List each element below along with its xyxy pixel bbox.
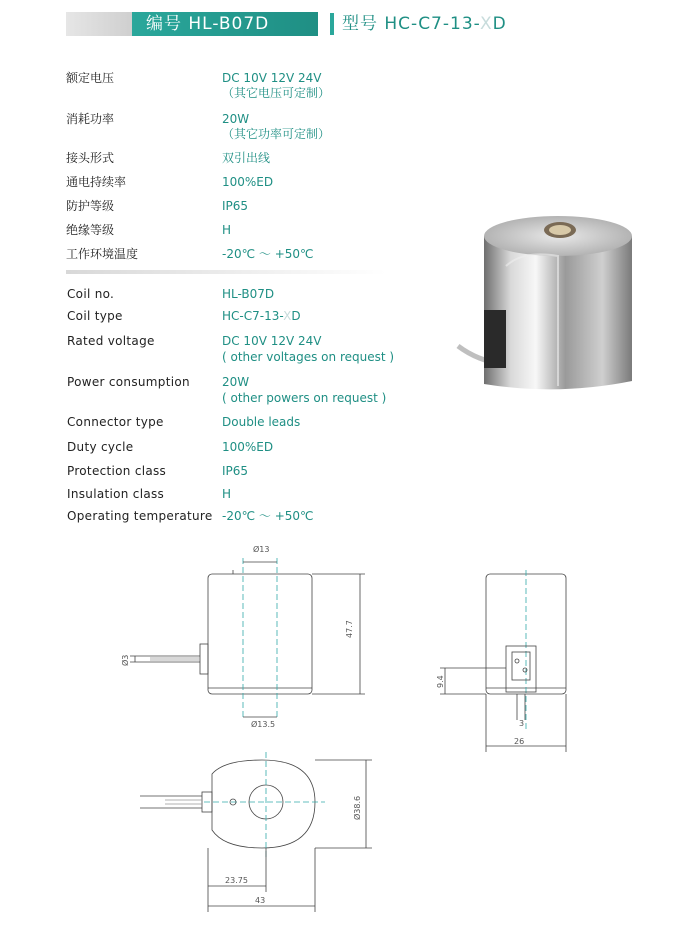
cn-value-temperature: -20℃ ～ +50℃: [222, 247, 314, 261]
en-value-temperature: -20℃ ～ +50℃: [222, 509, 314, 523]
en-value-rated-voltage: DC 10V 12V 24V: [222, 334, 322, 348]
en-label-duty-cycle: Duty cycle: [67, 440, 134, 454]
en-label-coil-no: Coil no.: [67, 287, 115, 301]
en-label-insulation: Insulation class: [67, 487, 165, 501]
cn-label-duty-cycle: 通电持续率: [66, 175, 127, 189]
en-label-rated-voltage: Rated voltage: [67, 334, 155, 348]
dim-w26: 26: [514, 737, 525, 746]
coil-code-text: 编号 HL-B07D: [146, 14, 270, 34]
coil-code-banner: [132, 12, 318, 36]
en-value-coil-no: HL-B07D: [222, 287, 275, 301]
en-value-protection: IP65: [222, 464, 249, 478]
en-note-power: ( other powers on request ): [222, 391, 387, 405]
en-value-connector: Double leads: [222, 415, 301, 429]
front-view: [130, 558, 365, 720]
coil-product-photo: [448, 206, 648, 406]
coil-type-prefix: 型号 HC-C7-13-: [342, 14, 480, 34]
technical-drawings: [0, 530, 700, 928]
cn-label-power: 消耗功率: [66, 112, 115, 126]
cn-value-power: 20W: [222, 112, 250, 126]
header-divider-bar: [330, 13, 334, 35]
dim-w43: 43: [255, 896, 266, 905]
en-coil-type-suffix: D: [291, 309, 301, 323]
dim-d3: Ø3: [121, 654, 130, 666]
top-view: [140, 752, 372, 912]
dim-h47-7: 47.7: [345, 620, 354, 638]
coil-type-suffix: D: [492, 14, 507, 34]
cn-value-rated-voltage: DC 10V 12V 24V: [222, 71, 322, 85]
en-label-power: Power consumption: [67, 375, 190, 389]
dim-d13-5: Ø13.5: [251, 720, 276, 729]
en-value-insulation: H: [222, 487, 232, 501]
cn-value-insulation: H: [222, 223, 232, 237]
en-value-coil-type: [222, 308, 301, 324]
en-label-temperature: Operating temperature: [67, 509, 213, 523]
cn-label-insulation: 绝缘等级: [66, 223, 115, 237]
cn-label-rated-voltage: 额定电压: [66, 71, 115, 85]
coil-type-heading: [342, 12, 507, 36]
dim-w3: 3: [519, 719, 525, 728]
coil-type-x: X: [479, 14, 493, 34]
en-value-duty-cycle: 100%ED: [222, 440, 274, 454]
en-note-rated-voltage: ( other voltages on request ): [222, 350, 395, 364]
dim-d38-6: Ø38.6: [353, 795, 362, 820]
cn-label-temperature: 工作环境温度: [66, 247, 139, 261]
dim-w23-75: 23.75: [225, 876, 248, 885]
cn-note-rated-voltage: （其它电压可定制）: [222, 86, 331, 100]
section-separator: [66, 270, 386, 274]
en-label-coil-type: Coil type: [67, 309, 123, 323]
cn-label-protection: 防护等级: [66, 199, 115, 213]
en-value-power: 20W: [222, 375, 250, 389]
en-coil-type-x: X: [283, 309, 292, 323]
side-view: [440, 570, 566, 752]
en-label-connector: Connector type: [67, 415, 164, 429]
cn-note-power: （其它功率可定制）: [222, 127, 331, 141]
cn-label-connector: 接头形式: [66, 151, 115, 165]
en-coil-type-prefix: HC-C7-13-: [222, 309, 284, 323]
header-grey-block: [66, 12, 132, 36]
cn-value-protection: IP65: [222, 199, 249, 213]
cn-value-connector: 双引出线: [222, 151, 271, 165]
en-label-protection: Protection class: [67, 464, 167, 478]
dim-d13: Ø13: [253, 545, 270, 554]
dim-h9-4: 9.4: [436, 675, 445, 688]
cn-value-duty-cycle: 100%ED: [222, 175, 274, 189]
